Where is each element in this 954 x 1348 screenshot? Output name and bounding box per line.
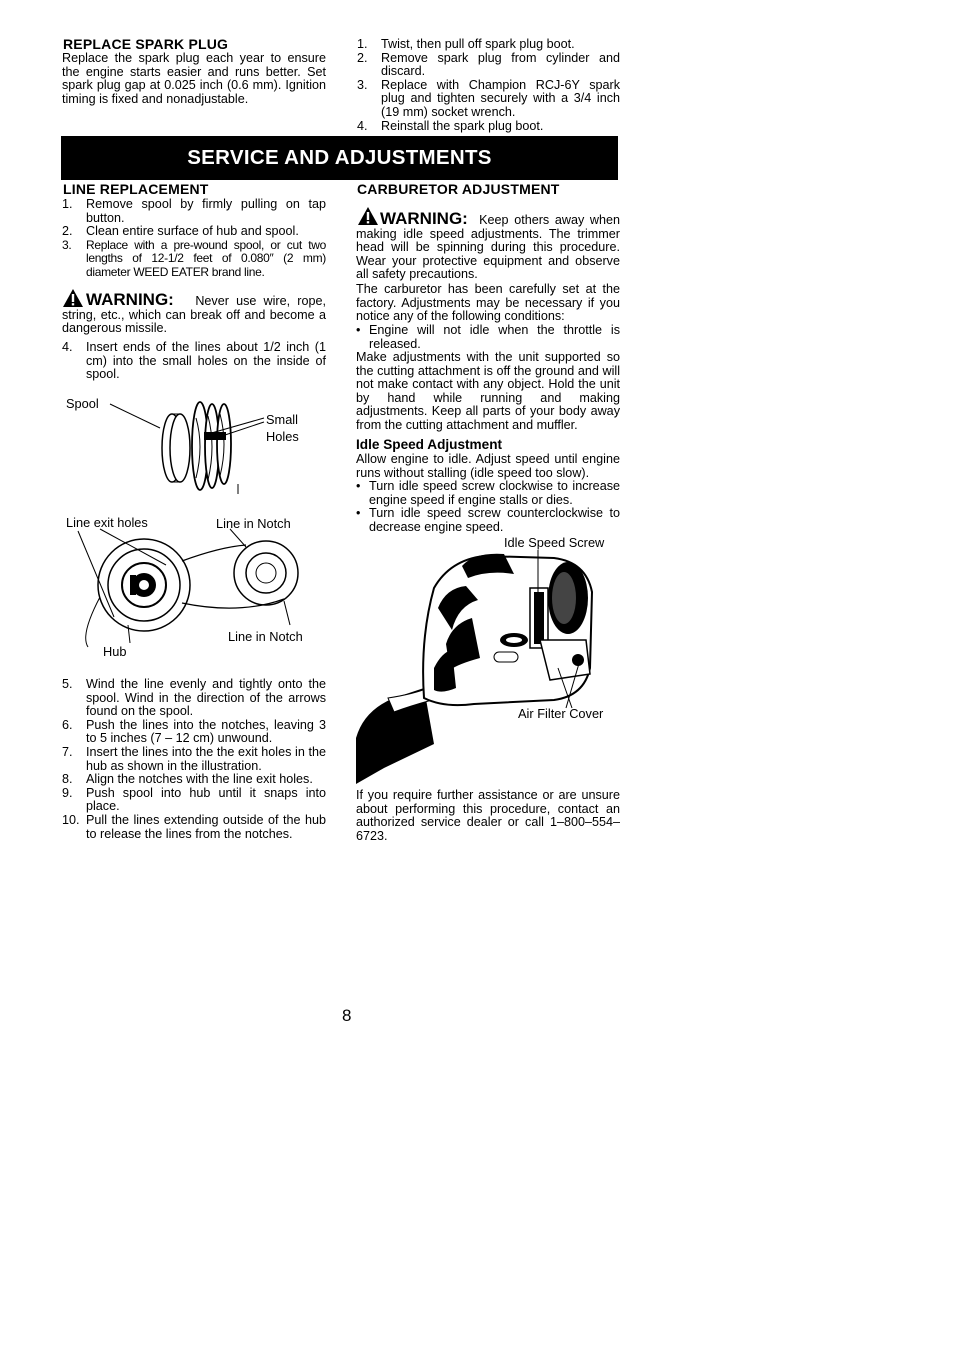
carb-warning: WARNING: Keep others away when making idle speed adjustments. The trimmer head will be spinning during this procedure. Wear your protective equipment and observe all safety precautions. [356, 209, 621, 282]
list-item: 5. Wind the line evenly and tightly onto the spool. Wind in the direction of the arrows found on the spool. [62, 677, 326, 719]
line-steps-a [62, 198, 326, 280]
carb-bullets1 [356, 324, 620, 351]
idle-heading: Idle Speed Adjustment [356, 437, 503, 452]
line-warning: WARNING: Never use wire, rope, string, etc., which can break off and become a dangerous missile. [62, 290, 326, 336]
line-heading: LINE REPLACEMENT [63, 181, 209, 197]
spark-heading: REPLACE SPARK PLUG [63, 36, 229, 52]
spark-intro: Replace the spark plug each year to ensure the engine starts easier and runs better. Set spark plug gap at 0.025 inch (0.6 mm). Ignition timing is fixed and nonadjustable. [62, 51, 326, 106]
list-item: • Engine will not idle when the throttle is released. [356, 323, 620, 351]
line-exit-holes-label: Line exit holes [66, 515, 148, 530]
carb-closing: If you require further assistance or are unsure about performing this procedure, contact an authorized service dealer or call 1–800–554–6723. [356, 788, 620, 843]
list-item: 3. Replace with a pre-wound spool, or cut two lengths of 12-1/2 feet of 0.080″ (2 mm) diameter WEED EATER brand line. [62, 237, 326, 279]
spark-steps [357, 38, 620, 133]
carb-para2: Make adjustments with the unit supported so the cutting attachment is off the ground and will not make contact with any object. Hold the unit by hand while running and making adjustments. Keep all parts of your body away from the cutting attachment and muffler. [356, 350, 620, 432]
line-steps-c [62, 678, 326, 841]
spool-label: Spool [66, 396, 99, 411]
idle-speed-screw-label: Idle Speed Screw [504, 535, 605, 550]
list-item: 4. Insert ends of the lines about 1/2 inch (1 cm) into the small holes on the inside of spool. [62, 340, 326, 382]
hub-label: Hub [103, 644, 127, 659]
line-in-notch-label-bottom: Line in Notch [228, 629, 303, 644]
list-item: 1. Twist, then pull off spark plug boot. [357, 37, 575, 51]
list-item: 4. Reinstall the spark plug boot. [357, 118, 544, 133]
engine-illustration [354, 548, 604, 788]
warning-label: WARNING: [380, 209, 468, 228]
small-holes-label-2: Holes [266, 429, 299, 444]
idle-bullets [356, 480, 620, 534]
small-holes-label-1: Small [266, 412, 298, 427]
list-item: 8. Align the notches with the line exit holes. [62, 772, 313, 787]
air-filter-cover-label: Air Filter Cover [518, 706, 604, 721]
list-item: 9. Push spool into hub until it snaps into place. [62, 785, 326, 814]
list-item: • Turn idle speed screw clockwise to increase engine speed if engine stalls or dies. [356, 479, 620, 507]
line-in-notch-label-top: Line in Notch [216, 516, 291, 531]
list-item: 2. Remove spark plug from cylinder and discard. [357, 50, 620, 79]
section-banner [61, 136, 618, 180]
list-item: 7. Insert the lines into the the exit holes in the hub as shown in the illustration. [62, 744, 326, 773]
list-item: 6. Push the lines into the notches, leaving 3 to 5 inches (7 – 12 cm) unwound. [62, 717, 326, 746]
list-item: • Turn idle speed screw counterclockwise to decrease engine speed. [356, 506, 620, 534]
list-item: 1. Remove spool by firmly pulling on tap button. [62, 197, 326, 225]
hub-spool-illustration [70, 525, 310, 650]
section-title: SERVICE AND ADJUSTMENTS [187, 146, 492, 169]
carb-para1: The carburetor has been carefully set at the factory. Adjustments may be necessary if you notice any of the following conditions: [356, 282, 620, 324]
carb-heading: CARBURETOR ADJUSTMENT [357, 181, 560, 197]
spool-illustration [100, 388, 270, 498]
list-item: 3. Replace with Champion RCJ-6Y spark plug and tighten securely with a 3/4 inch (19 mm) socket wrench. [357, 77, 620, 119]
list-item: 2. Clean entire surface of hub and spool. [62, 224, 299, 239]
warning-label: WARNING: [86, 290, 174, 309]
list-item: 10. Pull the lines extending outside of the hub to release the lines from the notches. [62, 812, 326, 841]
line-steps-b [62, 341, 326, 382]
idle-text: Allow engine to idle. Adjust speed until engine runs without stalling (idle speed too slow). [356, 452, 620, 480]
page-number: 8 [342, 1006, 352, 1025]
